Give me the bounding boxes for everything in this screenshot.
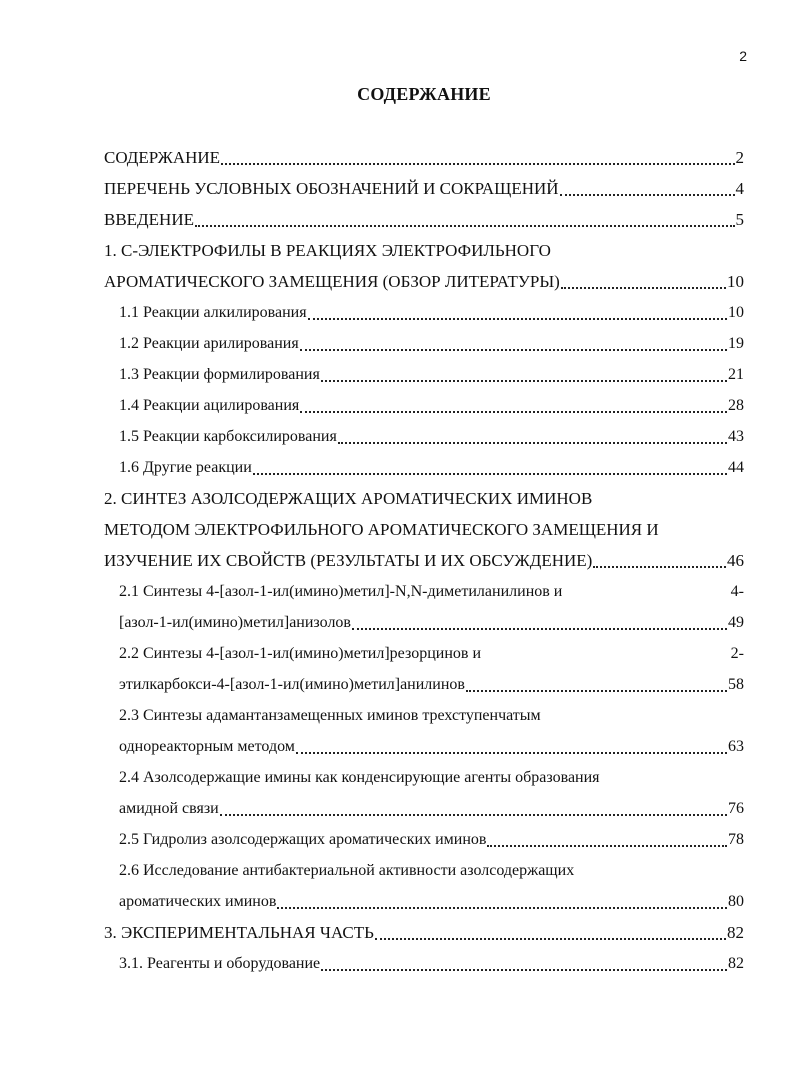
toc-entry-label: 1.3 Реакции формилирования	[119, 366, 320, 383]
toc-entry-label: 2.6 Исследование антибактериальной активности азолсодержащих	[119, 862, 575, 879]
toc-page-number: 46	[727, 551, 744, 570]
toc-entry-label: АРОМАТИЧЕСКОГО ЗАМЕЩЕНИЯ (ОБЗОР ЛИТЕРАТУРЫ)	[104, 272, 560, 291]
toc-entry[interactable]	[104, 540, 744, 571]
dot-leader	[321, 368, 727, 382]
dot-leader	[220, 802, 727, 816]
toc-entry[interactable]	[104, 788, 744, 819]
toc-text-line	[104, 478, 744, 509]
toc-entry	[104, 571, 744, 602]
dot-leader	[352, 616, 727, 630]
toc-entry[interactable]	[104, 943, 744, 974]
toc-page-number: 10	[728, 304, 744, 321]
page-title: СОДЕРЖАНИЕ	[357, 84, 491, 104]
toc-entry-label: 2.3 Синтезы адамантанзамещенных иминов трехступенчатым	[119, 707, 541, 724]
toc-entry-label: 3. ЭКСПЕРИМЕНТАЛЬНАЯ ЧАСТЬ	[104, 923, 374, 942]
toc-entry-label: 2. СИНТЕЗ АЗОЛСОДЕРЖАЩИХ АРОМАТИЧЕСКИХ ИМИНОВ	[104, 489, 593, 508]
toc-entry-label: 1. С-ЭЛЕКТРОФИЛЫ В РЕАКЦИЯХ ЭЛЕКТРОФИЛЬНОГО	[104, 241, 551, 260]
toc-page-number: 28	[728, 397, 744, 414]
toc-page-number: 19	[728, 335, 744, 352]
toc-entry[interactable]	[104, 819, 744, 850]
toc-entry-label: амидной связи	[119, 800, 219, 817]
toc-entry-label: 3.1. Реагенты и оборудование	[119, 955, 321, 972]
toc-line-continuation: 4-	[730, 583, 744, 600]
toc-text-line	[104, 695, 744, 726]
toc-entry-label: однореакторным методом	[119, 738, 295, 755]
dot-leader	[487, 833, 727, 847]
toc-entry-label: 2.5 Гидролиз азолсодержащих ароматических иминов	[119, 831, 487, 848]
toc-entry[interactable]	[104, 416, 744, 447]
toc-entry[interactable]	[104, 602, 744, 633]
toc-entry-label: ароматических иминов	[119, 893, 277, 910]
toc-page-number: 10	[727, 272, 744, 291]
toc-page-number: 5	[735, 210, 744, 229]
toc-entry[interactable]	[104, 199, 744, 230]
toc-page-number: 58	[728, 676, 744, 693]
toc-entry-label: МЕТОДОМ ЭЛЕКТРОФИЛЬНОГО АРОМАТИЧЕСКОГО ЗАМЕЩЕНИЯ И	[104, 520, 659, 539]
toc-page-number: 80	[728, 893, 744, 910]
dot-leader	[253, 461, 727, 475]
toc-entry-label: 1.1 Реакции алкилирования	[119, 304, 307, 321]
toc-page-number: 82	[728, 955, 744, 972]
toc-page-number: 2	[735, 148, 744, 167]
dot-leader	[296, 740, 727, 754]
toc-text-line	[104, 850, 744, 881]
dot-leader	[560, 182, 735, 196]
toc-entry[interactable]	[104, 881, 744, 912]
toc-entry[interactable]	[104, 137, 744, 168]
toc-page-number: 21	[728, 366, 744, 383]
toc-text-line	[104, 230, 744, 261]
dot-leader	[221, 151, 734, 165]
toc-entry-label: ИЗУЧЕНИЕ ИХ СВОЙСТВ (РЕЗУЛЬТАТЫ И ИХ ОБСУЖДЕНИЕ)	[104, 551, 593, 570]
toc-entry[interactable]	[104, 447, 744, 478]
dot-leader	[466, 678, 727, 692]
toc-page-number: 43	[728, 428, 744, 445]
toc-entry[interactable]	[104, 385, 744, 416]
toc-page-number: 63	[728, 738, 744, 755]
toc-text-line	[104, 757, 744, 788]
toc-page-number: 76	[728, 800, 744, 817]
toc-entry-label: 1.4 Реакции ацилирования	[119, 397, 300, 414]
toc-entry-label: 2.4 Азолсодержащие имины как конденсирующие агенты образования	[119, 769, 600, 786]
toc-page-number: 82	[727, 923, 744, 942]
dot-leader	[277, 895, 727, 909]
toc-entry-label: 1.5 Реакции карбоксилирования	[119, 428, 337, 445]
dot-leader	[195, 213, 735, 227]
toc-line-continuation: 2-	[730, 645, 744, 662]
toc-entry-label: 2.2 Синтезы 4-[азол-1-ил(имино)метил]резорцинов и	[119, 645, 482, 662]
toc-entry[interactable]	[104, 261, 744, 292]
page-number: 2	[739, 48, 747, 64]
toc-entry[interactable]	[104, 912, 744, 943]
toc-entry	[104, 633, 744, 664]
toc-entry-label: 1.6 Другие реакции	[119, 459, 252, 476]
toc-entry-label: 1.2 Реакции арилирования	[119, 335, 299, 352]
toc-entry-label: [азол-1-ил(имино)метил]анизолов	[119, 614, 351, 631]
toc-entry-label: ПЕРЕЧЕНЬ УСЛОВНЫХ ОБОЗНАЧЕНИЙ И СОКРАЩЕНИЙ	[104, 179, 559, 198]
toc-entry[interactable]	[104, 323, 744, 354]
toc-entry[interactable]	[104, 726, 744, 757]
toc-entry-label: этилкарбокси-4-[азол-1-ил(имино)метил]анилинов	[119, 676, 465, 693]
dot-leader	[300, 337, 727, 351]
toc-page-number: 78	[728, 831, 744, 848]
toc-entry-label: 2.1 Синтезы 4-[азол-1-ил(имино)метил]-N,N-диметиланилинов и	[119, 583, 563, 600]
toc-page-number: 49	[728, 614, 744, 631]
dot-leader	[375, 926, 726, 940]
dot-leader	[593, 554, 726, 568]
toc-page-number: 4	[735, 179, 744, 198]
dot-leader	[338, 430, 727, 444]
toc-entry[interactable]	[104, 664, 744, 695]
toc-entry[interactable]	[104, 292, 744, 323]
table-of-contents	[104, 137, 744, 974]
toc-entry[interactable]	[104, 168, 744, 199]
toc-page-number: 44	[728, 459, 744, 476]
dot-leader	[561, 275, 726, 289]
dot-leader	[321, 957, 727, 971]
toc-text-line	[104, 509, 744, 540]
toc-entry[interactable]	[104, 354, 744, 385]
dot-leader	[308, 306, 727, 320]
toc-entry-label: СОДЕРЖАНИЕ	[104, 148, 221, 167]
toc-entry-label: ВВЕДЕНИЕ	[104, 210, 194, 229]
dot-leader	[300, 399, 727, 413]
